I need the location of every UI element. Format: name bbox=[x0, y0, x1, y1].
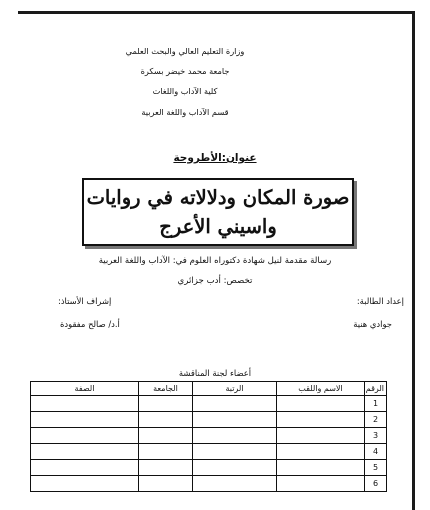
thesis-title-line-2: واسيني الأعرج bbox=[159, 215, 277, 238]
table-row bbox=[31, 412, 387, 428]
cell-rank bbox=[193, 476, 277, 492]
committee-table bbox=[30, 381, 387, 492]
cell-role bbox=[31, 444, 139, 460]
cell-rank bbox=[193, 444, 277, 460]
cell-rank bbox=[193, 396, 277, 412]
table-row bbox=[31, 444, 387, 460]
specialization: تخصص: أدب جزائري bbox=[177, 276, 253, 286]
cell-role bbox=[31, 476, 139, 492]
table-row bbox=[31, 396, 387, 412]
header-number: الرقم bbox=[365, 382, 387, 396]
cell-name bbox=[277, 476, 365, 492]
cell-name bbox=[277, 428, 365, 444]
row-number: 4 bbox=[365, 444, 387, 460]
table-row bbox=[31, 460, 387, 476]
row-number: 6 bbox=[365, 476, 387, 492]
cell-rank bbox=[193, 460, 277, 476]
student-label: إعداد الطالبة: bbox=[356, 296, 404, 306]
page-border-right bbox=[412, 11, 415, 510]
row-number: 5 bbox=[365, 460, 387, 476]
cell-university bbox=[139, 428, 193, 444]
row-number: 3 bbox=[365, 428, 387, 444]
table-row bbox=[31, 476, 387, 492]
cell-role bbox=[31, 396, 139, 412]
table-header-row bbox=[31, 382, 387, 396]
supervisor-label: إشراف الأستاذ: bbox=[58, 296, 112, 306]
header-university: الجامعة bbox=[139, 382, 193, 396]
thesis-title-line-1: صورة المكان ودلالاته في روايات bbox=[86, 186, 350, 209]
cell-role bbox=[31, 412, 139, 428]
cell-university bbox=[139, 412, 193, 428]
cell-university bbox=[139, 460, 193, 476]
university-name: جامعة محمد خيضر بسكرة bbox=[140, 66, 230, 76]
cell-name bbox=[277, 396, 365, 412]
cell-university bbox=[139, 476, 193, 492]
supervisor-name: أ.د/ صالح مفقودة bbox=[60, 319, 120, 329]
thesis-title-box bbox=[82, 178, 354, 246]
ministry-name: وزارة التعليم العالي والبحث العلمي bbox=[125, 46, 245, 56]
cell-name bbox=[277, 412, 365, 428]
table-row bbox=[31, 428, 387, 444]
cell-role bbox=[31, 428, 139, 444]
cell-name bbox=[277, 460, 365, 476]
cell-name bbox=[277, 444, 365, 460]
cell-university bbox=[139, 396, 193, 412]
header-role: الصفة bbox=[31, 382, 139, 396]
cell-university bbox=[139, 444, 193, 460]
student-name: جوادي هنية bbox=[353, 319, 392, 329]
cell-rank bbox=[193, 428, 277, 444]
cell-rank bbox=[193, 412, 277, 428]
cell-role bbox=[31, 460, 139, 476]
thesis-subtitle: رسالة مقدمة لنيل شهادة دكتوراه العلوم في: الآداب واللغة العربية bbox=[98, 256, 332, 266]
document-page bbox=[18, 14, 412, 510]
row-number: 2 bbox=[365, 412, 387, 428]
committee-title: أعضاء لجنة المناقشة bbox=[178, 368, 252, 378]
faculty-name: كلية الآداب واللغات bbox=[152, 86, 218, 96]
department-name: قسم الآداب واللغة العربية bbox=[141, 107, 229, 117]
thesis-title-label: عنوان:الأطروحة bbox=[173, 152, 257, 164]
institution-header bbox=[18, 34, 412, 124]
row-number: 1 bbox=[365, 396, 387, 412]
header-rank: الرتبة bbox=[193, 382, 277, 396]
header-name: الاسم واللقب bbox=[277, 382, 365, 396]
